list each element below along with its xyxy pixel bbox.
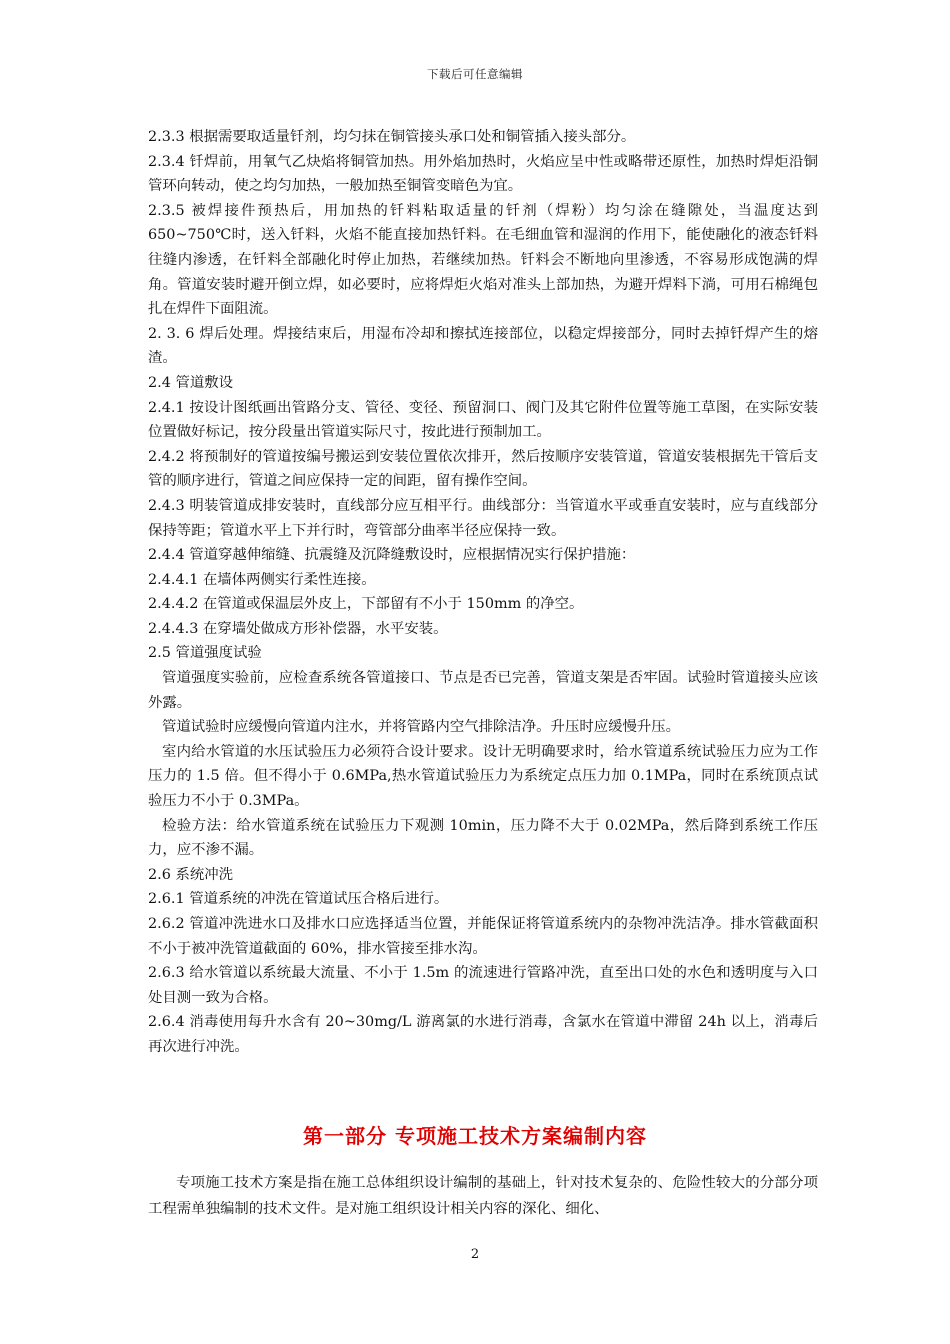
body-paragraph: 2.6.1 管道系统的冲洗在管道试压合格后进行。 [148,891,449,908]
body-paragraph: 2.4.4.2 在管道或保温层外皮上，下部留有不小于 150mm 的净空。 [148,596,584,613]
body-paragraph: 2.6 系统冲洗 [148,866,234,883]
body-content [148,125,818,1060]
body-paragraph: 2.4.4.1 在墙体两侧实行柔性连接。 [148,571,376,588]
body-paragraph: 2.4.3 明装管道成排安装时，直线部分应互相平行。曲线部分：当管道水平或垂直安装时，应与直线部分保持等距；管道水平上下并行时，弯管部分曲率半径应保持一致。 [148,497,818,539]
body-paragraph: 室内给水管道的水压试验压力必须符合设计要求。设计无明确要求时，给水管道系统试验压力应为工作压力的 1.5 倍。但不得小于 0.6MPa,热水管道试验压力为系统定点压力加 0.1MPa，同时在系统顶点试验压力不小于 0.3MPa。 [148,743,818,810]
body-paragraph: 管道强度实验前，应检查系统各管道接口、节点是否已完善，管道支架是否牢固。试验时管道接头应该外露。 [148,670,818,711]
body-paragraph: 2.4.4.3 在穿墙处做成方形补偿器，水平安装。 [148,620,448,637]
body-paragraph: 2.3.4 钎焊前，用氧气乙炔焰将铜管加热。用外焰加热时，火焰应呈中性或略带还原性，加热时焊炬沿铜管环向转动，使之均匀加热，一般加热至铜管变暗色为宜。 [148,153,818,195]
intro-paragraph: 专项施工技术方案是指在施工总体组织设计编制的基础上，针对技术复杂的、危险性较大的分部分项工程需单独编制的技术文件。是对施工组织设计相关内容的深化、细化、 [148,1175,818,1217]
page-number: 2 [470,1247,480,1262]
body-paragraph: 2.4.2 将预制好的管道按编号搬运到安装位置依次排开，然后按顺序安装管道，管道安装根据先干管后支管的顺序进行，管道之间应保持一定的间距，留有操作空间。 [148,448,818,490]
body-paragraph: 2.6.2 管道冲洗进水口及排水口应选择适当位置，并能保证将管道系统内的杂物冲洗洁净。排水管截面积不小于被冲洗管道截面的 60%，排水管接至排水沟。 [148,916,818,957]
body-paragraph: 2. 3. 6 焊后处理。焊接结束后，用湿布冷却和擦拭连接部位，以稳定焊接部分，同时去掉钎焊产生的熔渣。 [148,325,818,367]
body-paragraph: 2.3.3 根据需要取适量钎剂，均匀抹在铜管接头承口处和铜管插入接头部分。 [148,129,636,145]
body-paragraph: 2.3.5 被焊接件预热后，用加热的钎料粘取适量的钎剂（焊粉）均匀涂在缝隙处，当温度达到 650~750℃时，送入钎料，火焰不能直接加热钎料。在毛细血管和湿润的作用下，能使融化的液态钎料往缝内渗透，在钎料全部融化时停止加热，若继续加热。钎料会不断地向里渗透，不容易形成饱满的焊角。管道安装时避开倒立焊，如必要时，应将焊炬火焰对准头上部加热，为避开焊料下淌，可用石棉绳包扎在焊件下面阻流。 [148,202,818,318]
body-paragraph: 2.4.1 按设计图纸画出管路分支、管径、变径、预留洞口、阀门及其它附件位置等施工草图，在实际安装位置做好标记，按分段量出管道实际尺寸，按此进行预制加工。 [148,399,818,441]
body-paragraph: 2.4.4 管道穿越伸缩缝、抗震缝及沉降缝敷设时，应根据情况实行保护措施： [148,547,636,564]
body-paragraph: 2.6.4 消毒使用每升水含有 20~30mg/L 游离氯的水进行消毒，含氯水在管道中滞留 24h 以上，消毒后再次进行冲洗。 [148,1014,818,1055]
body-paragraph: 2.5 管道强度试验 [148,645,262,662]
body-paragraph: 检验方法：给水管道系统在试验压力下观测 10min，压力降不大于 0.02MPa，然后降到系统工作压力，应不渗不漏。 [148,817,818,859]
body-paragraph: 2.4 管道敷设 [148,374,234,391]
intro-block [148,1170,818,1222]
section-heading: 第一部分 专项施工技术方案编制内容 [303,1124,647,1148]
body-paragraph: 管道试验时应缓慢向管道内注水，并将管路内空气排除洁净。升压时应缓慢升压。 [162,719,681,736]
body-paragraph: 2.6.3 给水管道以系统最大流量、不小于 1.5m 的流速进行管路冲洗，直至出口处的水色和透明度与入口处目测一致为合格。 [148,965,818,1006]
page-header: 下载后可任意编辑 [427,67,523,81]
